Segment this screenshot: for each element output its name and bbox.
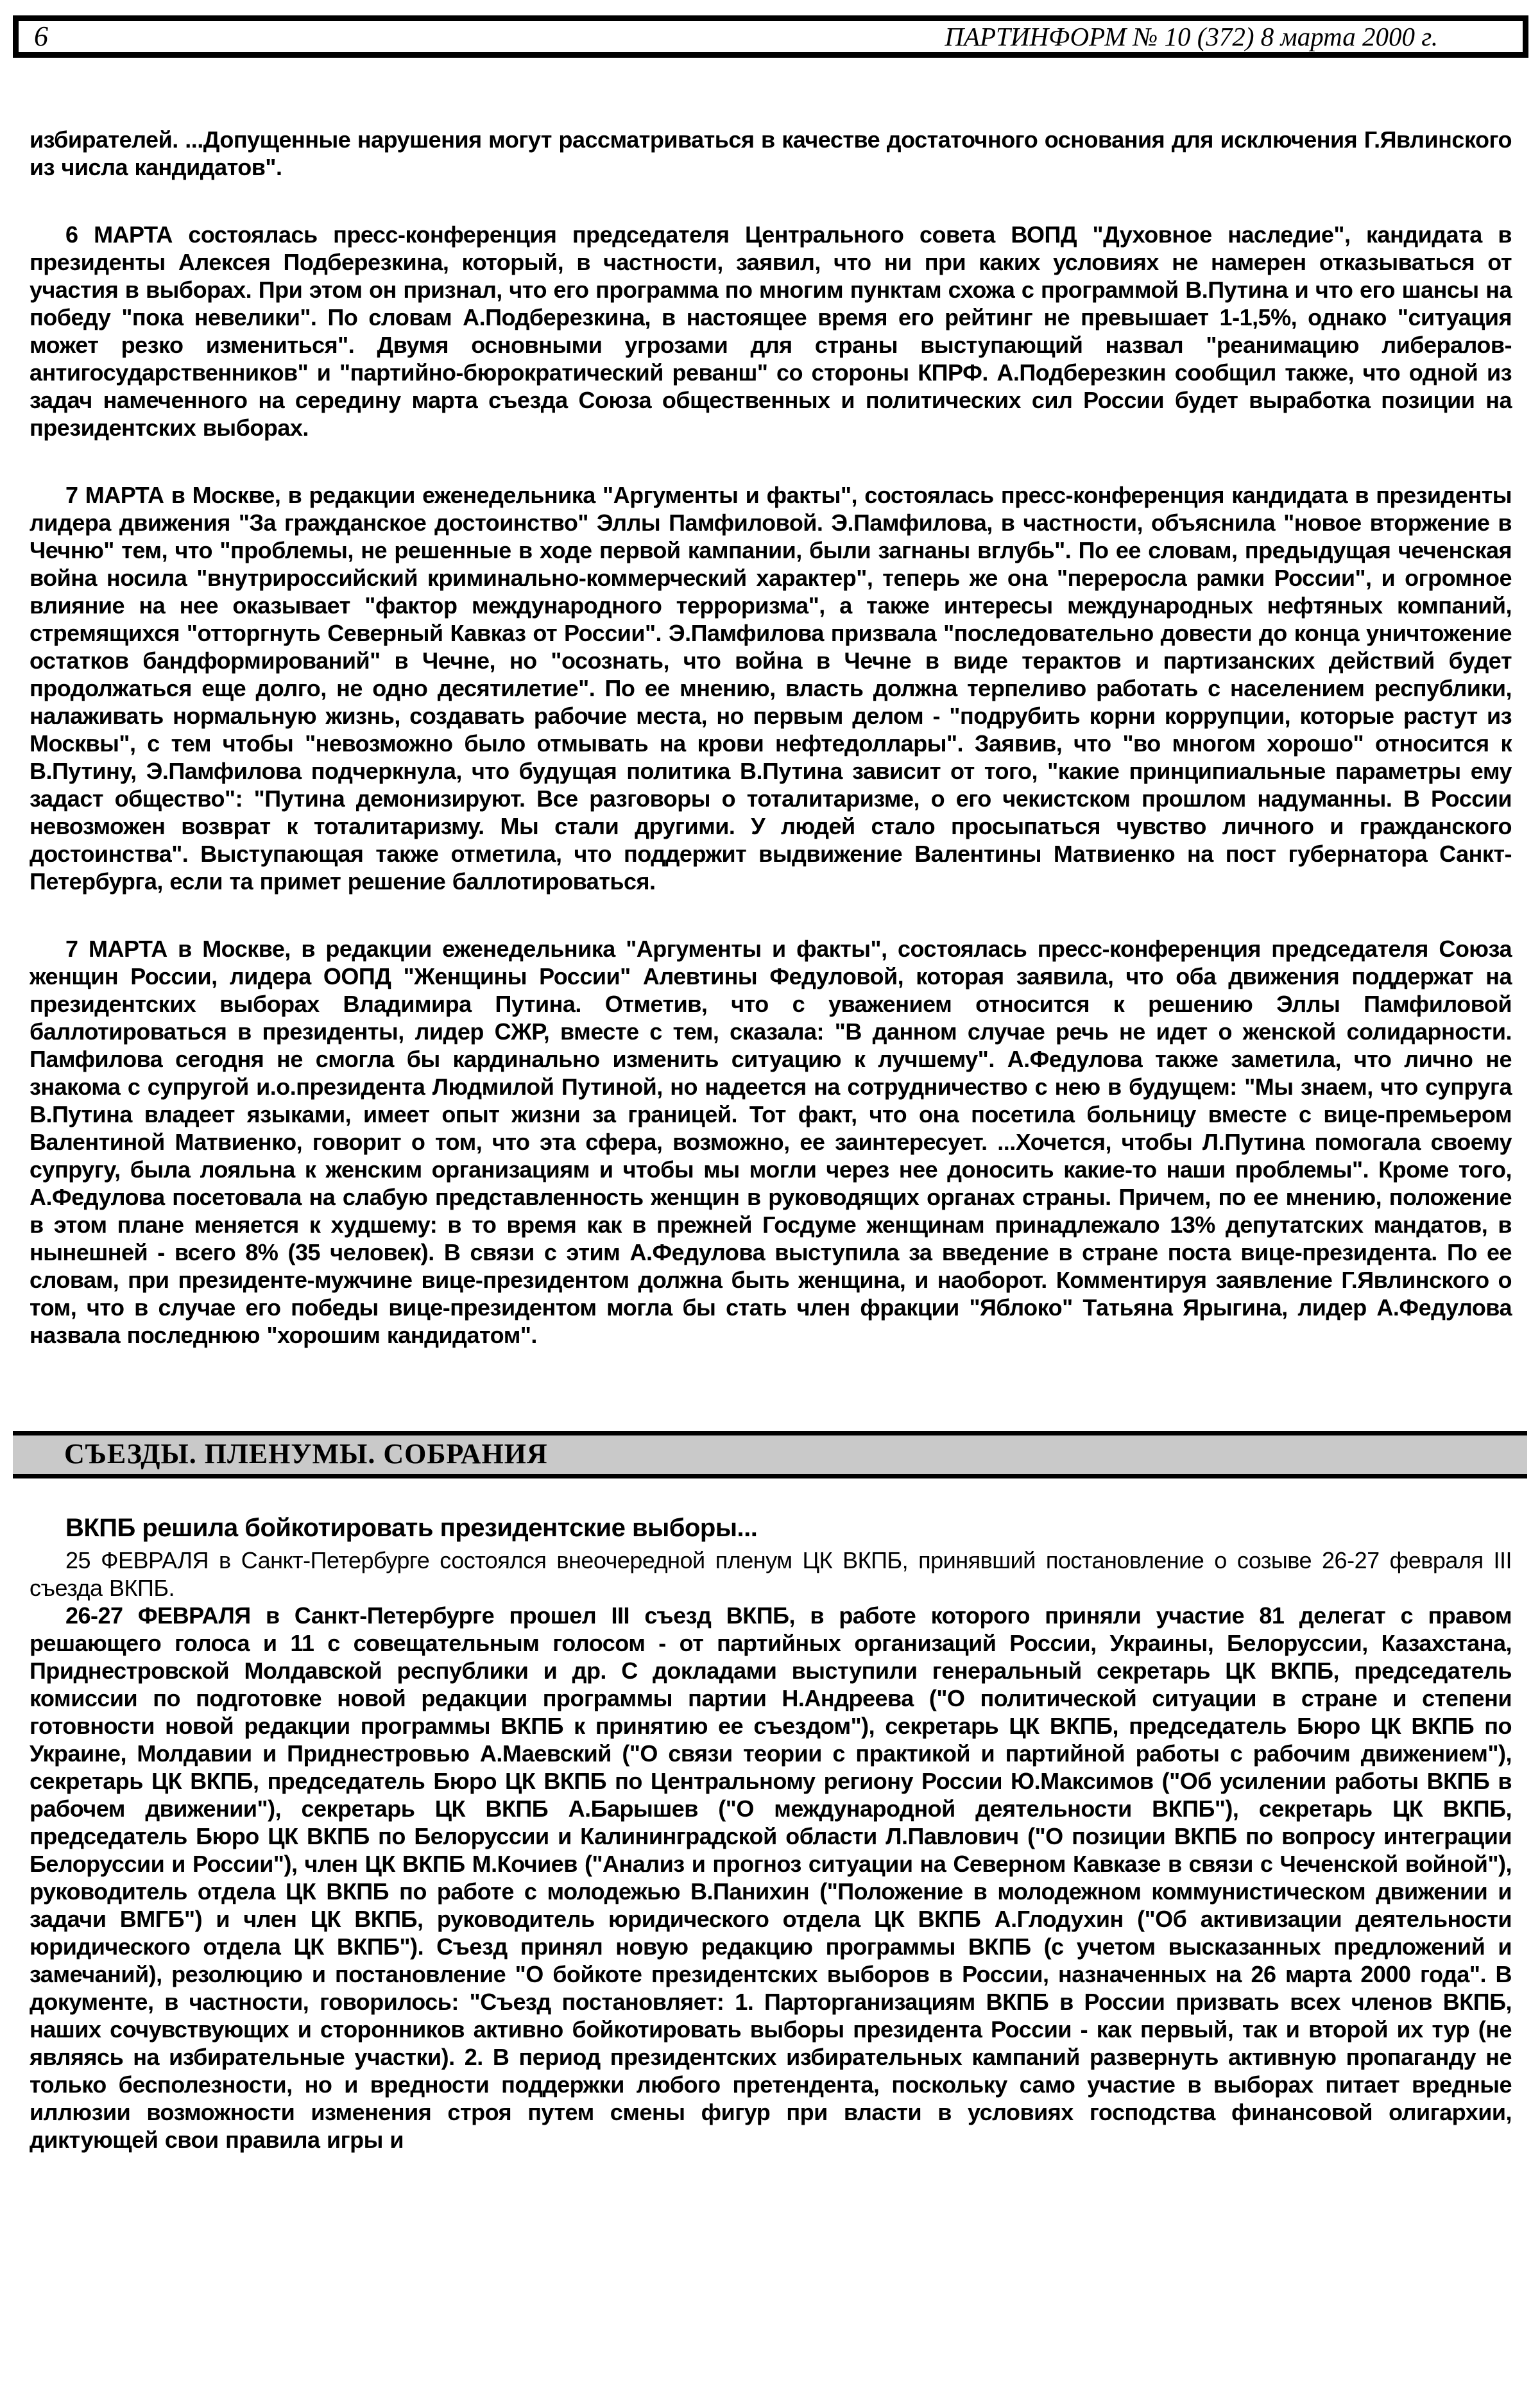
section-paragraph-26-27-fevralya: 26-27 ФЕВРАЛЯ в Санкт-Петербурге прошел III съезд ВКПБ, в работе которого приняли участие 81 делегат с правом решающего голоса и 11 с совещательным голосом - от партийных организаций России, Украины, Белоруссии, Казахстана, Приднестровской Молдавской республики и др. С докладами выступили генеральный секретарь ЦК ВКПБ, председатель комиссии по подготовке новой редакции программы партии Н.Андреева ("О политической ситуации в стране и степени готовности новой редакции программы ВКПБ к принятию ее съездом"), секретарь ЦК ВКПБ, председатель Бюро ЦК ВКПБ по Украине, Молдавии и Приднестровью А.Маевский ("О связи теории с практикой и партийной работы с рабочим движением"), секретарь ЦК ВКПБ, председатель Бюро ЦК ВКПБ по Центральному региону России Ю.Максимов ("Об усилении работы ВКПБ в рабочем движении"), секретарь ЦК ВКПБ А.Барышев ("О международной деятельности ВКПБ"), секретарь ЦК ВКПБ, председатель Бюро ЦК ВКПБ по Белоруссии и Калининградской области Л.Павлович ("О позиции ВКПБ по вопросу интеграции Белоруссии и России"), член ЦК ВКПБ М.Кочиев ("Анализ и прогноз ситуации на Северном Кавказе в связи с Чеченской войной"), руководитель отдела ЦК ВКПБ по работе с молодежью В.Панихин ("Положение в молодежном коммунистическом движении и задачи ВМГБ") и член ЦК ВКПБ, руководитель юридического отдела ЦК ВКПБ А.Глодухин ("Об активизации деятельности юридического отдела ЦК ВКПБ"). Съезд принял новую редакцию программы ВКПБ (с учетом высказанных предложений и замечаний), резолюцию и постановление "О бойкоте президентских выборов в России, назначенных на 26 марта 2000 года". В документе, в частности, говорилось: "Съезд постановляет: 1. Парторганизациям ВКПБ в России призвать всех членов ВКПБ, наших сочувствующих и сторонников активно бойкотировать выборы президента России - как первый, так и второй их тур (не являясь на избирательные участки). 2. В период президентских избирательных кампаний развернуть активную пропаганду не только бесполезности, но и вредности поддержки любого претендента, поскольку само участие в выборах питает вредные иллюзии возможности изменения строя путем смены фигур при власти в условиях господства финансовой олигархии, диктующей свои правила игры и: [30, 1602, 1512, 2153]
masthead-title: ПАРТИНФОРМ № 10 (372) 8 марта 2000 г.: [945, 21, 1438, 51]
section-title: СЪЕЗДЫ. ПЛЕНУМЫ. СОБРАНИЯ: [64, 1438, 548, 1469]
article-heading: ВКПБ решила бойкотировать президентские выборы...: [65, 1514, 758, 1542]
page-content: [30, 126, 1512, 2154]
masthead: [13, 15, 1528, 58]
page-number: 6: [34, 21, 48, 52]
body-paragraph-7-marta-pamfilova: 7 МАРТА в Москве, в редакции еженедельника "Аргументы и факты", состоялась пресс-конференция кандидата в президенты лидера движения "За гражданское достоинство" Эллы Памфиловой. Э.Памфилова, в частности, объяснила "новое вторжение в Чечню" тем, что "проблемы, не решенные в ходе первой кампании, были загнаны вглубь". По ее словам, предыдущая чеченская война носила "внутрироссийский криминально-коммерческий характер", теперь же она "переросла рамки России", и огромное влияние на нее оказывает "фактор международного терроризма", а также интересы международных нефтяных компаний, стремящихся "отторгнуть Северный Кавказ от России". Э.Памфилова призвала "последовательно довести до конца уничтожение остатков бандформирований" в Чечне, но "осознать, что война в Чечне в виде терактов и партизанских действий будет продолжаться еще долго, не одно десятилетие". По ее мнению, власть должна терпеливо работать с населением республики, налаживать нормальную жизнь, создавать рабочие места, но первым делом - "подрубить корни коррупции, которые растут из Москвы", с тем чтобы "невозможно было отмывать на крови нефтедоллары". Заявив, что "во многом хорошо" относится к В.Путину, Э.Памфилова подчеркнула, что будущая политика В.Путина зависит от того, "какие принципиальные параметры ему задаст общество": "Путина демонизируют. Все разговоры о тоталитаризме, о его чекистском прошлом надуманны. В России невозможен возврат к тоталитаризму. Мы стали другими. У людей стало просыпаться чувство личного и гражданского достоинства". Выступающая также отметила, что поддержит выдвижение Валентины Матвиенко на пост губернатора Санкт-Петербурга, если та примет решение баллотироваться.: [30, 482, 1512, 895]
body-paragraph-7-marta-fedulova: 7 МАРТА в Москве, в редакции еженедельника "Аргументы и факты", состоялась пресс-конференция председателя Союза женщин России, лидера ООПД "Женщины России" Алевтины Федуловой, которая заявила, что оба движения поддержат на президентских выборах Владимира Путина. Отметив, что с уважением относится к решению Эллы Памфиловой баллотироваться в президенты, лидер СЖР, вместе с тем, сказала: "В данном случае речь не идет о женской солидарности. Памфилова сегодня не смогла бы кардинально изменить ситуацию к лучшему". А.Федулова также заметила, что лично не знакома с супругой и.о.президента Людмилой Путиной, но надеется на сотрудничество с нею в будущем: "Мы знаем, что супруга В.Путина владеет языками, имеет опыт жизни за границей. Тот факт, что она посетила больницу вместе с вице-премьером Валентиной Матвиенко, говорит о том, что эта сфера, возможно, ее заинтересует. ...Хочется, чтобы Л.Путина помогала своему супругу, была лояльна к женским организациям и чтобы мы могли через нее доносить какие-то наши проблемы". Кроме того, А.Федулова посетовала на слабую представленность женщин в руководящих органах страны. Причем, по ее мнению, положение в этом плане меняется к худшему: в то время как в прежней Госдуме женщинам принадлежало 13% депутатских мандатов, в нынешней - всего 8% (35 человек). В связи с этим А.Федулова выступила за введение в стране поста вице-президента. По ее словам, при президенте-мужчине вице-президентом должна быть женщина, и наоборот. Комментируя заявление Г.Явлинского о том, что в случае его победы вице-президентом могла бы стать член фракции "Яблоко" Татьяна Ярыгина, лидер А.Федулова назвала последнюю "хорошим кандидатом".: [30, 936, 1512, 1348]
body-paragraph-continuation: избирателей. ...Допущенные нарушения могут рассматриваться в качестве достаточного основания для исключения Г.Явлинского из числа кандидатов".: [30, 126, 1512, 180]
body-paragraph-6-marta: 6 МАРТА состоялась пресс-конференция председателя Центрального совета ВОПД "Духовное наследие", кандидата в президенты Алексея Подберезкина, который, в частности, заявил, что ни при каких условиях не намерен отказываться от участия в выборах. При этом он признал, что его программа по многим пунктам схожа с программой В.Путина и что его шансы на победу "пока невелики". По словам А.Подберезкина, в настоящее время его рейтинг не превышает 1-1,5%, однако "ситуация может резко измениться". Двумя основными угрозами для страны выступающий назвал "реанимацию либералов-антигосударственников" и "партийно-бюрократический реванш" со стороны КПРФ. А.Подберезкин сообщил также, что одной из задач намеченного на середину марта съезда Союза общественных и политических сил России будет выработка позиции на президентских выборах.: [30, 221, 1512, 441]
section-header-bar: [13, 1431, 1527, 1478]
section-paragraph-25-fevralya: 25 ФЕВРАЛЯ в Санкт-Петербурге состоялся внеочередной пленум ЦК ВКПБ, принявший постановление о созыве 26-27 февраля III съезда ВКПБ.: [30, 1547, 1512, 1601]
